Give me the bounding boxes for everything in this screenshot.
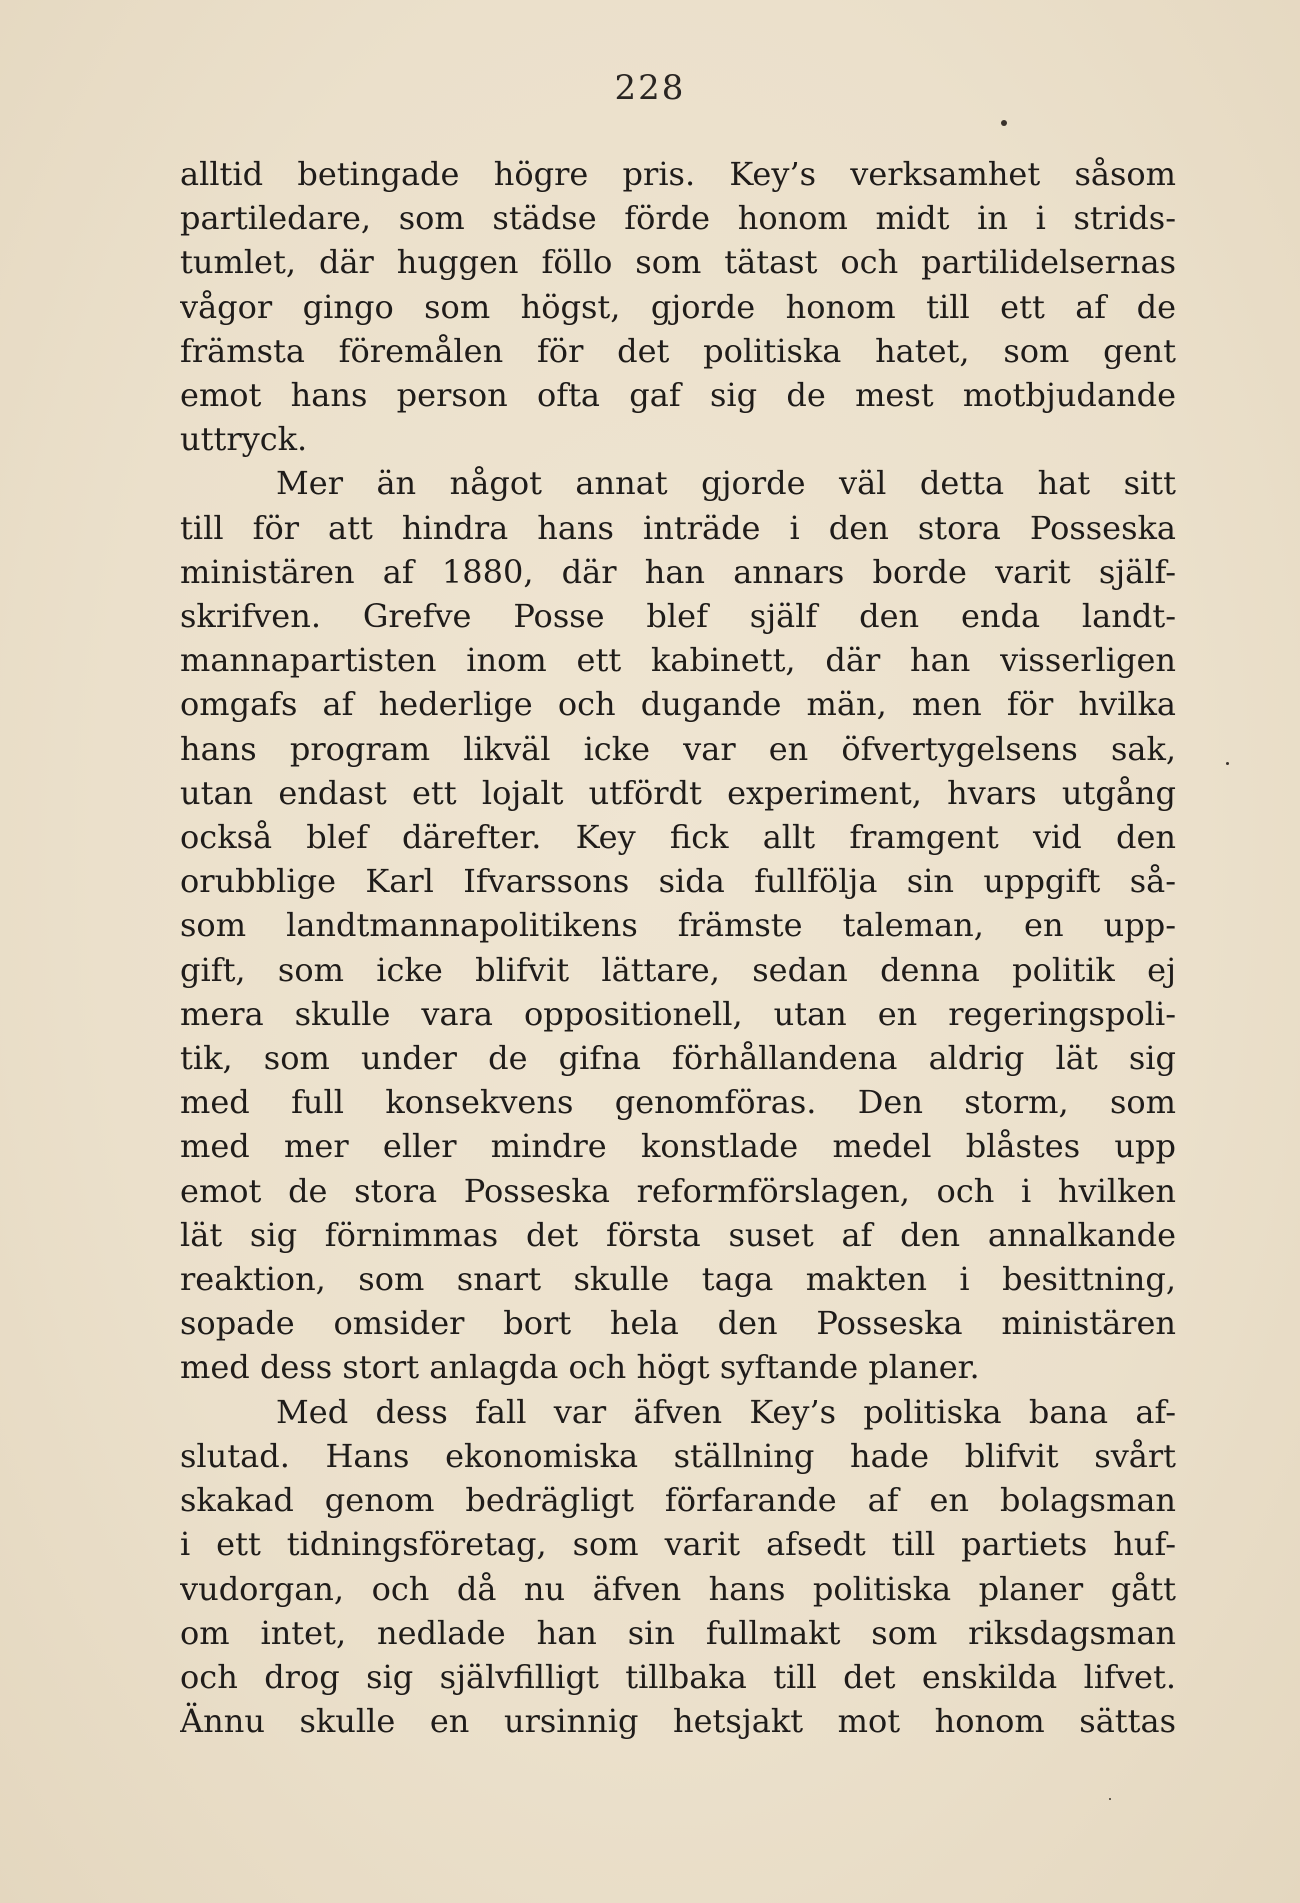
text-line: också blef därefter. Key fick allt framgent vid den	[180, 818, 1176, 857]
page-number: 228	[614, 68, 686, 108]
text-line: omgafs af hederlige och dugande män, men för hvilka	[180, 685, 1176, 724]
text-line: om intet, nedlade han sin fullmakt som riksdagsman	[180, 1613, 1176, 1652]
text-line: slutad. Hans ekonomiska ställning hade blifvit svårt	[180, 1436, 1176, 1475]
text-line: tik, som under de gifna förhållandena aldrig lät sig	[180, 1039, 1176, 1078]
text-line: gift, som icke blifvit lättare, sedan denna politik ej	[180, 950, 1176, 989]
text-line: tumlet, där huggen föllo som tätast och partilidelsernas	[180, 243, 1176, 282]
text-line: mera skulle vara oppositionell, utan en regeringspoli-	[180, 994, 1176, 1033]
text-line: i ett tidningsföretag, som varit afsedt till partiets huf-	[180, 1525, 1176, 1564]
text-line: Mer än något annat gjorde väl detta hat sitt	[276, 464, 1176, 503]
text-line: hans program likväl icke var en öfvertygelsens sak,	[180, 729, 1176, 768]
text-line: partiledare, som städse förde honom midt in i strids-	[180, 199, 1176, 238]
print-speck	[1109, 1798, 1111, 1800]
body-text	[180, 152, 1176, 1743]
text-line: alltid betingade högre pris. Key’s verksamhet såsom	[180, 155, 1176, 193]
text-line: reaktion, som snart skulle taga makten i besittning,	[180, 1260, 1176, 1299]
text-line: uttryck.	[180, 420, 308, 459]
text-line: vågor gingo som högst, gjorde honom till ett af de	[180, 287, 1176, 326]
print-speck	[1001, 120, 1007, 126]
text-line: skrifven. Grefve Posse blef själf den enda landt-	[180, 597, 1176, 636]
text-line: Ännu skulle en ursinnig hetsjakt mot honom sättas	[180, 1702, 1176, 1741]
text-line: mannapartisten inom ett kabinett, där han visserligen	[180, 641, 1176, 680]
text-line: vudorgan, och då nu äfven hans politiska planer gått	[180, 1569, 1176, 1608]
text-line: med full konsekvens genomföras. Den storm, som	[180, 1083, 1176, 1122]
text-line: lät sig förnimmas det första suset af den annalkande	[180, 1215, 1176, 1254]
text-line: Med dess fall var äfven Key’s politiska bana af-	[276, 1392, 1176, 1431]
text-line: ministären af 1880, där han annars borde varit själf-	[180, 552, 1176, 591]
text-line: emot de stora Posseska reformförslagen, och i hvilken	[180, 1171, 1176, 1210]
text-line: som landtmannapolitikens främste taleman, en upp-	[180, 906, 1176, 945]
text-line: sopade omsider bort hela den Posseska ministären	[180, 1304, 1176, 1343]
text-line: orubblige Karl Ifvarssons sida fullfölja sin uppgift så-	[180, 862, 1176, 901]
text-line: utan endast ett lojalt utfördt experiment, hvars utgång	[180, 773, 1176, 812]
text-line: skakad genom bedrägligt förfarande af en bolagsman	[180, 1481, 1176, 1520]
text-line: med dess stort anlagda och högt syftande planer.	[180, 1348, 980, 1387]
text-line: och drog sig självfilligt tillbaka till det enskilda lifvet.	[180, 1657, 1176, 1696]
text-line: med mer eller mindre konstlade medel blåstes upp	[180, 1127, 1176, 1166]
text-line: till för att hindra hans inträde i den stora Posseska	[180, 508, 1176, 547]
text-line: främsta föremålen för det politiska hatet, som gent	[180, 331, 1176, 370]
print-speck	[1226, 762, 1229, 765]
text-line: emot hans person ofta gaf sig de mest motbjudande	[180, 376, 1176, 415]
